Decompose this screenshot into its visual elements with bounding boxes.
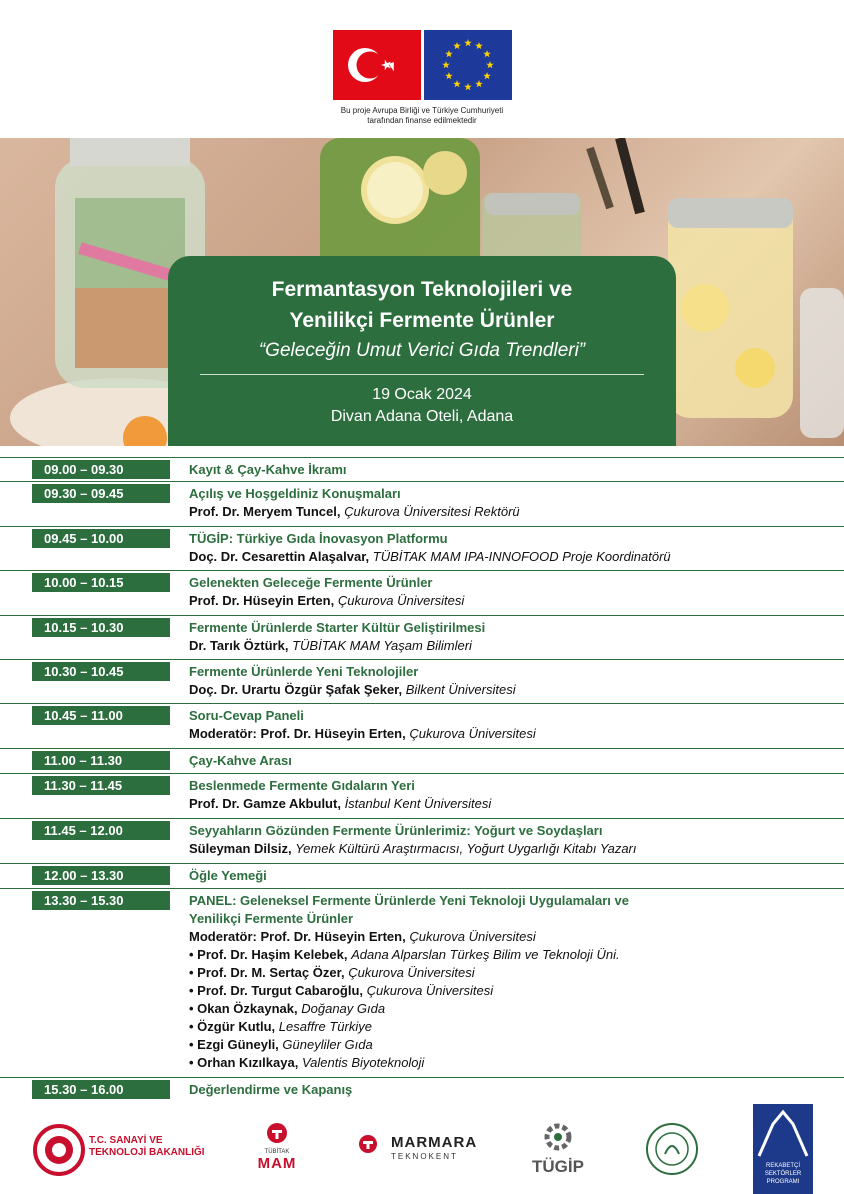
time-slot: 11.00 – 11.30 <box>32 751 170 770</box>
sanayi-bakanligi-text <box>89 1135 205 1159</box>
speaker-affiliation: Valentis Biyoteknoloji <box>301 1055 425 1070</box>
schedule-row <box>0 615 844 660</box>
eu-star-icon <box>445 72 453 79</box>
speaker-name: Doç. Dr. Urartu Özgür Şafak Şeker, <box>189 682 403 697</box>
schedule-row <box>0 818 844 863</box>
session-title: PANEL: Geleneksel Fermente Ürünlerde Yeni Teknoloji Uygulamaları ve Yenilikçi Fermente Ürünler <box>189 893 629 926</box>
rsp-line3: PROGRAMI <box>766 1179 800 1185</box>
schedule-row <box>0 481 844 526</box>
speaker-name: • Özgür Kutlu, <box>189 1019 276 1034</box>
sanayi-bakanligi-emblem-icon <box>33 1124 85 1176</box>
eu-star-icon <box>445 50 453 57</box>
tubitak-mam-logo <box>254 1122 300 1172</box>
speaker-name: Prof. Dr. Meryem Tuncel, <box>189 504 341 519</box>
eu-star-icon <box>464 39 472 46</box>
speaker-affiliation: Doğanay Gıda <box>301 1001 386 1016</box>
schedule-row <box>0 1077 844 1102</box>
session-title: Seyyahların Gözünden Fermente Ürünlerimiz: Yoğurt ve Soydaşları <box>189 823 603 838</box>
speaker-affiliation: Bilkent Üniversitesi <box>405 682 516 697</box>
speaker-name: • Prof. Dr. Turgut Cabaroğlu, <box>189 983 364 998</box>
eu-star-icon <box>475 80 483 87</box>
schedule-row <box>0 570 844 615</box>
eu-star-icon <box>464 83 472 90</box>
speaker-line <box>189 503 520 521</box>
time-slot: 10.00 – 10.15 <box>32 573 170 592</box>
eu-flag-icon <box>424 30 512 100</box>
divider <box>200 374 644 375</box>
speaker-affiliation: TÜBİTAK MAM IPA-INNOFOOD Proje Koordinatörü <box>372 549 671 564</box>
session-title: Fermente Ürünlerde Starter Kültür Geliştirilmesi <box>189 620 486 635</box>
speaker-name: Moderatör: Prof. Dr. Hüseyin Erten, <box>189 929 406 944</box>
tubitak-emblem-icon <box>265 1122 289 1144</box>
session-title: Soru-Cevap Paneli <box>189 708 304 723</box>
session-title: Fermente Ürünlerde Yeni Teknolojiler <box>189 664 419 679</box>
tugip-logo <box>526 1122 590 1177</box>
speaker-line <box>189 1036 373 1054</box>
speaker-line <box>189 795 491 813</box>
funding-note <box>300 106 544 126</box>
time-slot: 15.30 – 16.00 <box>32 1080 170 1099</box>
speaker-line <box>189 681 516 699</box>
event-title-line2: Yenilikçi Fermente Ürünler <box>289 309 555 332</box>
funding-note-line2: tarafından finanse edilmektedir <box>367 116 477 125</box>
time-slot: 13.30 – 15.30 <box>32 891 170 910</box>
eu-star-icon <box>475 42 483 49</box>
eu-star-icon <box>453 42 461 49</box>
speaker-line <box>189 592 464 610</box>
schedule-row <box>0 659 844 704</box>
schedule-row <box>0 863 844 888</box>
eu-star-icon <box>483 72 491 79</box>
session-title: Değerlendirme ve Kapanış <box>189 1082 353 1097</box>
marmara-teknokent-logo <box>357 1134 478 1161</box>
speaker-affiliation: TÜBİTAK MAM Yaşam Bilimleri <box>292 638 472 653</box>
funding-note-line1: Bu proje Avrupa Birliği ve Türkiye Cumhuriyeti <box>340 106 504 115</box>
speaker-line <box>189 840 637 858</box>
speaker-affiliation: Çukurova Üniversitesi <box>366 983 494 998</box>
cukurova-university-seal-icon <box>645 1122 699 1176</box>
speaker-name: Süleyman Dilsiz, <box>189 841 292 856</box>
eu-star-icon <box>483 50 491 57</box>
turkey-flag-icon <box>333 30 421 100</box>
speaker-line <box>189 637 472 655</box>
session-title: Beslenmede Fermente Gıdaların Yeri <box>189 778 415 793</box>
event-date: 19 Ocak 2024 <box>372 386 472 403</box>
marmara-wordmark: MARMARA <box>391 1134 478 1151</box>
speaker-name: Prof. Dr. Gamze Akbulut, <box>189 796 341 811</box>
time-slot: 09.30 – 09.45 <box>32 484 170 503</box>
mam-wordmark: MAM <box>257 1155 297 1172</box>
rsp-emblem-icon <box>753 1104 813 1166</box>
time-slot: 12.00 – 13.30 <box>32 866 170 885</box>
tugip-wordmark: TÜGİP <box>532 1157 584 1176</box>
tubitak-emblem-icon <box>357 1134 379 1156</box>
speaker-affiliation: Lesaffre Türkiye <box>278 1019 372 1034</box>
speaker-name: • Prof. Dr. Haşim Kelebek, <box>189 947 348 962</box>
speaker-line <box>189 964 475 982</box>
speaker-line <box>189 1054 424 1072</box>
speaker-line <box>189 548 671 566</box>
speaker-name: Dr. Tarık Öztürk, <box>189 638 289 653</box>
speaker-affiliation: Çukurova Üniversitesi <box>337 593 465 608</box>
time-slot: 09.00 – 09.30 <box>32 460 170 479</box>
rsp-caption <box>753 1160 813 1194</box>
speaker-affiliation: Yemek Kültürü Araştırmacısı, Yoğurt Uygarlığı Kitabı Yazarı <box>295 841 637 856</box>
partner-logos <box>0 1100 844 1194</box>
time-slot: 10.30 – 10.45 <box>32 662 170 681</box>
speaker-line <box>189 725 536 743</box>
speaker-name: • Orhan Kızılkaya, <box>189 1055 299 1070</box>
speaker-affiliation: Adana Alparslan Türkeş Bilim ve Teknoloji Üni. <box>351 947 620 962</box>
schedule-row <box>0 773 844 818</box>
speaker-name: • Prof. Dr. M. Sertaç Özer, <box>189 965 345 980</box>
schedule-row <box>0 457 844 479</box>
session-title: Gelenekten Geleceğe Fermente Ürünler <box>189 575 433 590</box>
speaker-name: • Ezgi Güneyli, <box>189 1037 279 1052</box>
speaker-affiliation: Çukurova Üniversitesi <box>409 726 536 741</box>
event-venue: Divan Adana Oteli, Adana <box>330 408 514 425</box>
sanayi-line2: TEKNOLOJİ BAKANLIĞI <box>89 1147 205 1158</box>
eu-star-icon <box>486 61 494 68</box>
gear-icon <box>539 1122 577 1152</box>
eu-star-icon <box>442 61 450 68</box>
schedule-row <box>0 526 844 571</box>
speaker-line <box>189 982 493 1000</box>
session-title: Kayıt & Çay-Kahve İkramı <box>189 462 347 477</box>
speaker-name: Prof. Dr. Hüseyin Erten, <box>189 593 335 608</box>
schedule-row <box>0 703 844 748</box>
speaker-affiliation: Çukurova Üniversitesi Rektörü <box>344 504 520 519</box>
time-slot: 11.45 – 12.00 <box>32 821 170 840</box>
speaker-name: • Okan Özkaynak, <box>189 1001 298 1016</box>
teknokent-wordmark: TEKNOKENT <box>391 1152 458 1161</box>
speaker-line <box>189 946 620 964</box>
time-slot: 11.30 – 11.45 <box>32 776 170 795</box>
speaker-affiliation: Güneyliler Gıda <box>282 1037 373 1052</box>
time-slot: 10.45 – 11.00 <box>32 706 170 725</box>
speaker-name: Moderatör: Prof. Dr. Hüseyin Erten, <box>189 726 406 741</box>
rsp-line1: REKABETÇİ <box>765 1163 800 1169</box>
time-slot: 09.45 – 10.00 <box>32 529 170 548</box>
speaker-line <box>189 1018 372 1036</box>
speaker-line <box>189 928 536 946</box>
mam-caption: TÜBİTAK <box>264 1149 290 1155</box>
rekabetci-sektorler-logo <box>753 1104 813 1166</box>
speaker-name: Doç. Dr. Cesarettin Alaşalvar, <box>189 549 370 564</box>
session-title: Öğle Yemeği <box>189 868 267 883</box>
event-title-line1: Fermantasyon Teknolojileri ve <box>271 278 573 301</box>
time-slot: 10.15 – 10.30 <box>32 618 170 637</box>
speaker-line <box>189 1000 385 1018</box>
session-title: TÜGİP: Türkiye Gıda İnovasyon Platformu <box>189 531 448 546</box>
event-subtitle: “Geleceğin Umut Verici Gıda Trendleri” <box>258 340 586 361</box>
speaker-affiliation: Çukurova Üniversitesi <box>409 929 536 944</box>
session-title: Çay-Kahve Arası <box>189 753 292 768</box>
event-title-panel <box>168 256 676 446</box>
speaker-affiliation: Çukurova Üniversitesi <box>348 965 475 980</box>
rsp-line2: SEKTÖRLER <box>764 1171 802 1177</box>
schedule-row <box>0 888 844 1074</box>
sanayi-line1: T.C. SANAYİ VE <box>89 1135 163 1146</box>
session-title: Açılış ve Hoşgeldiniz Konuşmaları <box>189 486 401 501</box>
speaker-affiliation: İstanbul Kent Üniversitesi <box>344 796 492 811</box>
header <box>0 0 844 138</box>
eu-star-icon <box>453 80 461 87</box>
schedule-row <box>0 748 844 773</box>
